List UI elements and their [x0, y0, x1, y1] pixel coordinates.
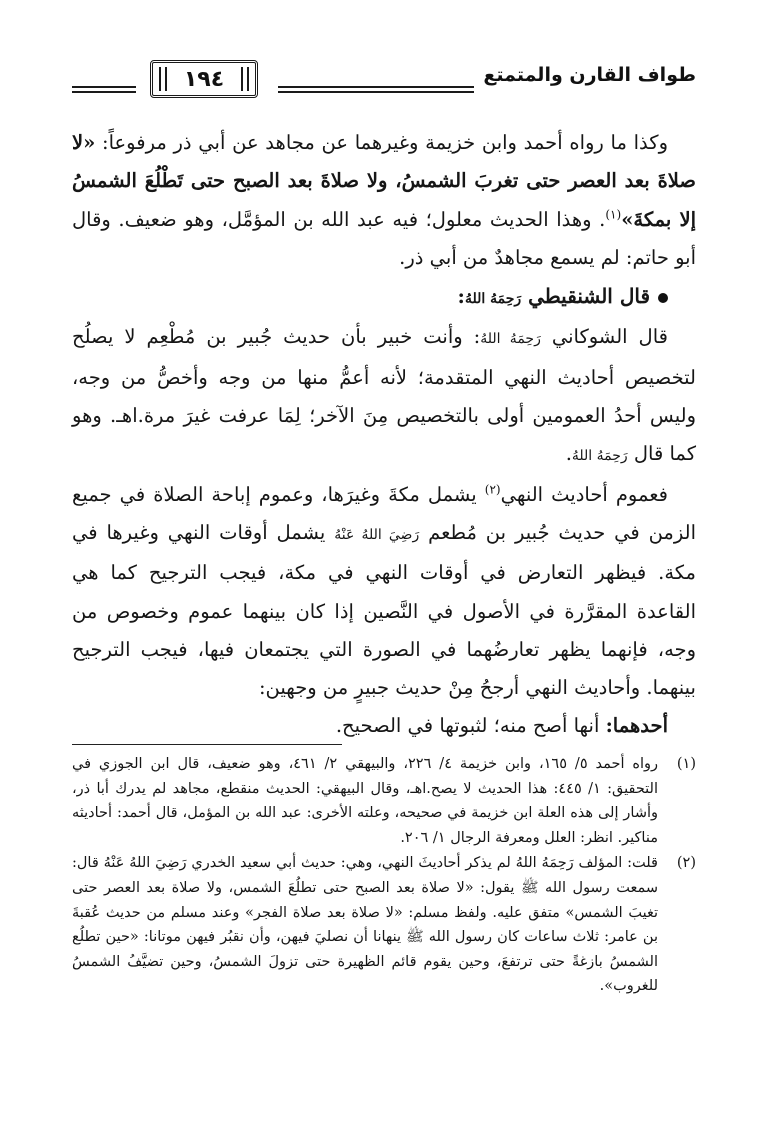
footnote-number: (٢): [676, 855, 696, 872]
footnote-ref-1[interactable]: (١): [605, 207, 622, 222]
footnote-text: رواه أحمد ٥/ ١٦٥، وابن خزيمة ٤/ ٢٢٦، والبيهقي ٢/ ٤٦١، وهو ضعيف، قال ابن الجوزي في التحقيق: ١/ ٤٤٥: هذا الحديث لا يصح.اهـ، وقال البيهقي: الحديث منقطع، مجاهد لم يدرك أبا ذر، وأشار إلى هذه العلة ابن خزيمة في صحيحه، وعلته الأخرى: عبد الله بن المؤمل، قال أحمد: أحاديثه مناكير. انظر: العلل ومعرفة الرجال ١/ ٢٠٦.: [72, 756, 659, 846]
section-heading: قال الشنقيطي رَحِمَهُ اللهُ:: [72, 277, 696, 318]
header-rule-left: [72, 86, 136, 96]
running-header: [72, 58, 696, 104]
footnote-text: قلت: المؤلف رَحِمَهُ اللهُ لم يذكر أحاديثَ النهي، وهي: حديث أبي سعيد الخدري رَضِيَ اللهُ عَنْهُ قال: سمعت رسول الله ﷺ يقول: «لا صلاة بعد الصبح حتى تطلُعَ الشمس، ولا صلاة بعد العصر حتى تغيبَ الشمس» متفق عليه. ولفظ مسلم: «لا صلاة بعد صلاة الفجر» وعند مسلم من حديث عُقبةَ بن عامر: ثلاث ساعات كان رسول الله ﷺ ينهانا أن نصليَ فيهن، وأن نقبُر فيهن موتانا: «حين تطلُع الشمسُ بازغةً حتى ترتفعَ، وحين يقوم قائم الظهيرة حتى تزولَ الشمسُ، وحين تضيَّفُ الشمسُ للغروب».: [72, 855, 658, 995]
honorific-glyph: رَحِمَهُ اللهُ: [571, 448, 628, 465]
chapter-title: طواف القارن والمتمتع: [483, 64, 696, 86]
hadith-quote: «لا صلاةَ بعد العصر حتى تغربَ الشمسُ، ولا صلاةَ بعد الصبح حتى تَطْلُعَ الشمسُ إلا بمكةَ»: [72, 131, 696, 231]
honorific-glyph: رَحِمَهُ اللهُ: [480, 331, 541, 348]
main-text: [72, 124, 696, 746]
footnote-number: (١): [676, 756, 696, 772]
footnote-2: [72, 851, 696, 999]
page-number: ١٩٤: [183, 66, 225, 92]
paragraph-2: قال الشوكاني رَحِمَهُ اللهُ: وأنت خبير بأن حديث جُبير بن مُطْعِم لا يصلُح لتخصيص أحاديث النهي المتقدمة؛ لأنه أعمُّ منها من وجه وأخصُّ من وجه، وليس أحدُ العمومين أولى بالتخصيص مِنَ الآخر؛ لِمَا عرفت غيرَ مرة.اهـ. وهو كما قال رَحِمَهُ اللهُ.: [72, 325, 696, 466]
footnotes: [72, 752, 696, 1000]
footnote-1: [72, 752, 696, 850]
footnote-separator: [72, 744, 342, 745]
point-label: أحدهما:: [605, 714, 668, 738]
header-rule-right: [278, 86, 474, 96]
honorific-glyph: رَضِيَ اللهُ عَنْهُ: [334, 526, 420, 543]
bullet-icon: [658, 293, 668, 303]
honorific-glyph: رَحِمَهُ اللهُ: [464, 291, 522, 308]
page-number-frame: [150, 60, 258, 98]
paragraph-1: وكذا ما رواه أحمد وابن خزيمة وغيرهما عن مجاهد عن أبي ذر مرفوعاً: «لا صلاةَ بعد العصر حتى تغربَ الشمسُ، ولا صلاةَ بعد الصبح حتى تَطْلُعَ الشمسُ إلا بمكةَ»$^{(١)}$. وهذا الحديث معلول؛ فيه عبد الله بن المؤمَّل، وهو ضعيف. وقال أبو حاتم: لم يسمع مجاهدٌ من أبي ذر.: [72, 131, 696, 269]
paragraph-3: فعموم أحاديث النهي$^{(٢)}$ يشمل مكةَ وغيرَها، وعموم إباحة الصلاة في جميع الزمن في حديث جُبير بن مُطعم رَضِيَ اللهُ عَنْهُ يشمل أوقات النهي وغيرها في مكة. فيظهر التعارض في أوقات النهي في مكة، فيجب الترجيح كما هي القاعدة المقرَّرة في الأصول في النَّصين إذا كان بينهما عموم وخصوص من وجه، فإنهما يظهر تعارضُهما في الصورة التي يجتمعان فيها، فيجب الترجيح بينهما. وأحاديث النهي أرجحُ مِنْ حديث جبيرٍ من وجهين:: [72, 482, 696, 700]
footnote-ref-2[interactable]: (٢): [484, 482, 501, 497]
paragraph-4: أحدهما: أنها أصح منه؛ لثبوتها في الصحيح.: [335, 714, 668, 738]
